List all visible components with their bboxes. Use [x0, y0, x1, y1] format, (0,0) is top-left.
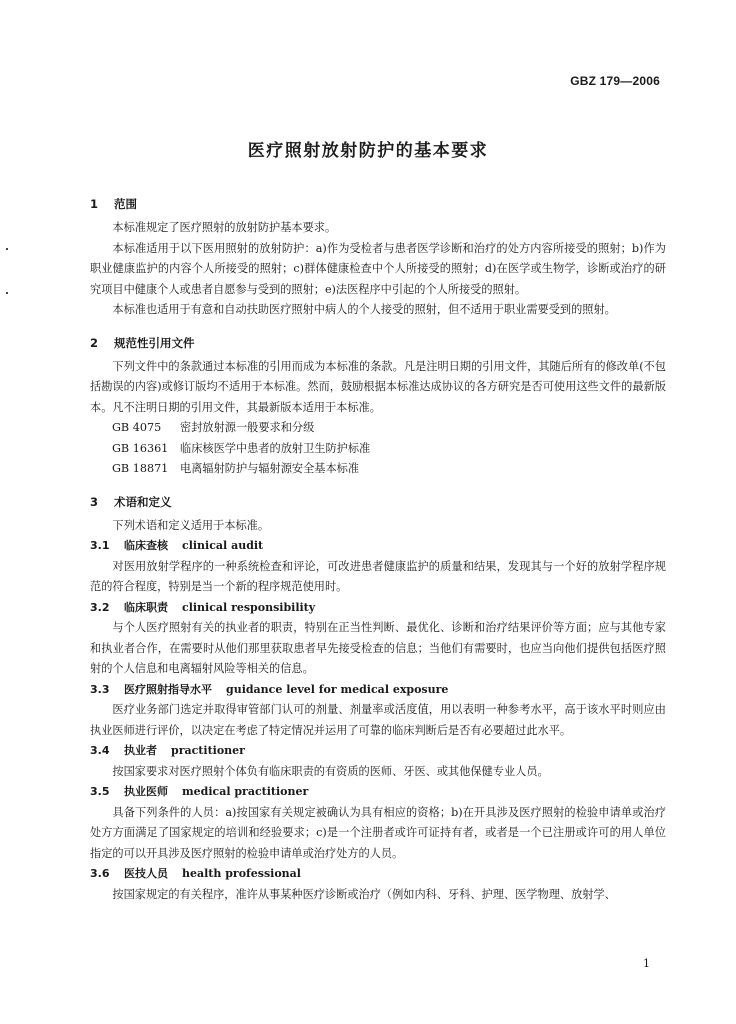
term-en: practitioner [171, 744, 245, 757]
paragraph: 下列术语和定义适用于本标准。 [112, 518, 270, 532]
section-title: 范围 [114, 197, 137, 211]
scan-mark [6, 248, 8, 250]
section-heading-normative-references [90, 333, 666, 353]
reference-item [90, 418, 666, 439]
term-heading [90, 741, 666, 762]
term-heading [90, 598, 666, 619]
reference-code: GB 16361 [112, 441, 169, 455]
term-heading [90, 536, 666, 557]
reference-title: 密封放射源一般要求和分级 [180, 421, 315, 434]
page-number: 1 [643, 957, 650, 970]
term-zh: 医技人员 [124, 867, 168, 880]
document-title: 医疗照射放射防护的基本要求 [247, 141, 489, 161]
term-number: 3.6 [90, 867, 110, 880]
term-number: 3.1 [90, 539, 110, 552]
term-definition: 与个人医疗照射有关的执业者的职责，特别在正当性判断、最优化、诊断和治疗结果评价等方面；应与其他专家和执业者合作，在需要时从他们那里获取患者早先接受检查的信息；当他们有需要时，也应当向他们提供包括医疗照射的个人信息和电离辐射风险等相关的信息。 [90, 621, 666, 675]
term-zh: 临床职责 [124, 600, 168, 614]
paragraph: 本标准规定了医疗照射的放射防护基本要求。 [112, 221, 337, 234]
section-number: 3 [90, 494, 99, 509]
term-definition: 按国家要求对医疗照射个体负有临床职责的有资质的医师、牙医、或其他保健专业人员。 [112, 764, 549, 778]
term-zh: 临床查核 [124, 539, 168, 552]
term-zh: 执业医师 [124, 785, 168, 798]
term-definition: 按国家规定的有关程序，准许从事某种医疗诊断或治疗（例如内科、牙科、护理、医学物理、放射学、 [112, 887, 616, 901]
term-en: guidance level for medical exposure [226, 682, 449, 696]
term-number: 3.5 [90, 785, 110, 798]
standard-code: GBZ 179—2006 [570, 74, 660, 88]
reference-item [90, 459, 666, 480]
section-number: 2 [90, 335, 99, 350]
scan-mark [6, 292, 8, 294]
paragraph: 本标准适用于以下医用照射的放射防护：a)作为受检者与患者医学诊断和治疗的处方内容所接受的照射；b)作为职业健康监护的内容个人所接受的照射；c)群体健康检查中个人所接受的照射；d)在医学或生物学，诊断或治疗的研究项目中健康个人或患者自愿参与受到的照射；e)法医程序中引起的个人所接受的照射。 [90, 241, 666, 296]
section-title: 规范性引用文件 [114, 335, 195, 350]
term-definition: 对医用放射学程序的一种系统检查和评论，可改进患者健康监护的质量和结果，发现其与一个好的放射学程序规范的符合程度，特别是当一个新的程序规范使用时。 [90, 559, 666, 593]
term-en: health professional [182, 867, 301, 880]
term-definition: 医疗业务部门选定并取得审管部门认可的剂量、剂量率或活度值，用以表明一种参考水平，高于该水平时则应由执业医师进行评价，以决定在考虑了特定情况并运用了可靠的临床判断后是否有必要超过此水平。 [90, 703, 666, 737]
term-number: 3.4 [90, 744, 110, 757]
reference-code: GB 18871 [112, 462, 169, 475]
paragraph: 本标准也适用于有意和自动扶助医疗照射中病人的个人接受的照射，但不适用于职业需要受到的照射。 [112, 303, 616, 316]
term-en: clinical responsibility [182, 600, 316, 614]
reference-title: 临床核医学中患者的放射卫生防护标准 [180, 441, 371, 455]
term-number: 3.3 [90, 682, 110, 696]
term-en: medical practitioner [182, 785, 309, 798]
paragraph: 下列文件中的条款通过本标准的引用而成为本标准的条款。凡是注明日期的引用文件，其随后所有的修改单(不包括勘误的内容)或修订版均不适用于本标准。然而，鼓励根据本标准达成协议的各方研究是否可使用这些文件的最新版本。凡不注明日期的引用文件，其最新版本适用于本标准。 [90, 359, 666, 414]
section-title: 术语和定义 [114, 494, 172, 509]
section-number: 1 [90, 197, 99, 211]
reference-item [90, 439, 666, 460]
term-en: clinical audit [182, 539, 264, 552]
term-heading [90, 782, 666, 803]
term-number: 3.2 [90, 600, 110, 614]
section-heading-terms [90, 492, 666, 512]
reference-title: 电离辐射防护与辐射源安全基本标准 [180, 462, 360, 475]
term-zh: 执业者 [124, 744, 157, 757]
term-zh: 医疗照射指导水平 [124, 682, 212, 696]
reference-code: GB 4075 [112, 421, 162, 434]
term-heading [90, 680, 666, 701]
term-heading [90, 864, 666, 885]
section-heading-scope [90, 194, 666, 214]
document-body [90, 194, 666, 905]
term-definition: 具备下列条件的人员：a)按国家有关规定被确认为具有相应的资格；b)在开具涉及医疗照射的检验申请单或治疗处方方面满足了国家规定的培训和经验要求；c)是一个注册者或许可证持有者，或者是一个已注册或许可的用人单位指定的可以开具涉及医疗照射的检验申请单或治疗处方的人员。 [90, 805, 666, 860]
